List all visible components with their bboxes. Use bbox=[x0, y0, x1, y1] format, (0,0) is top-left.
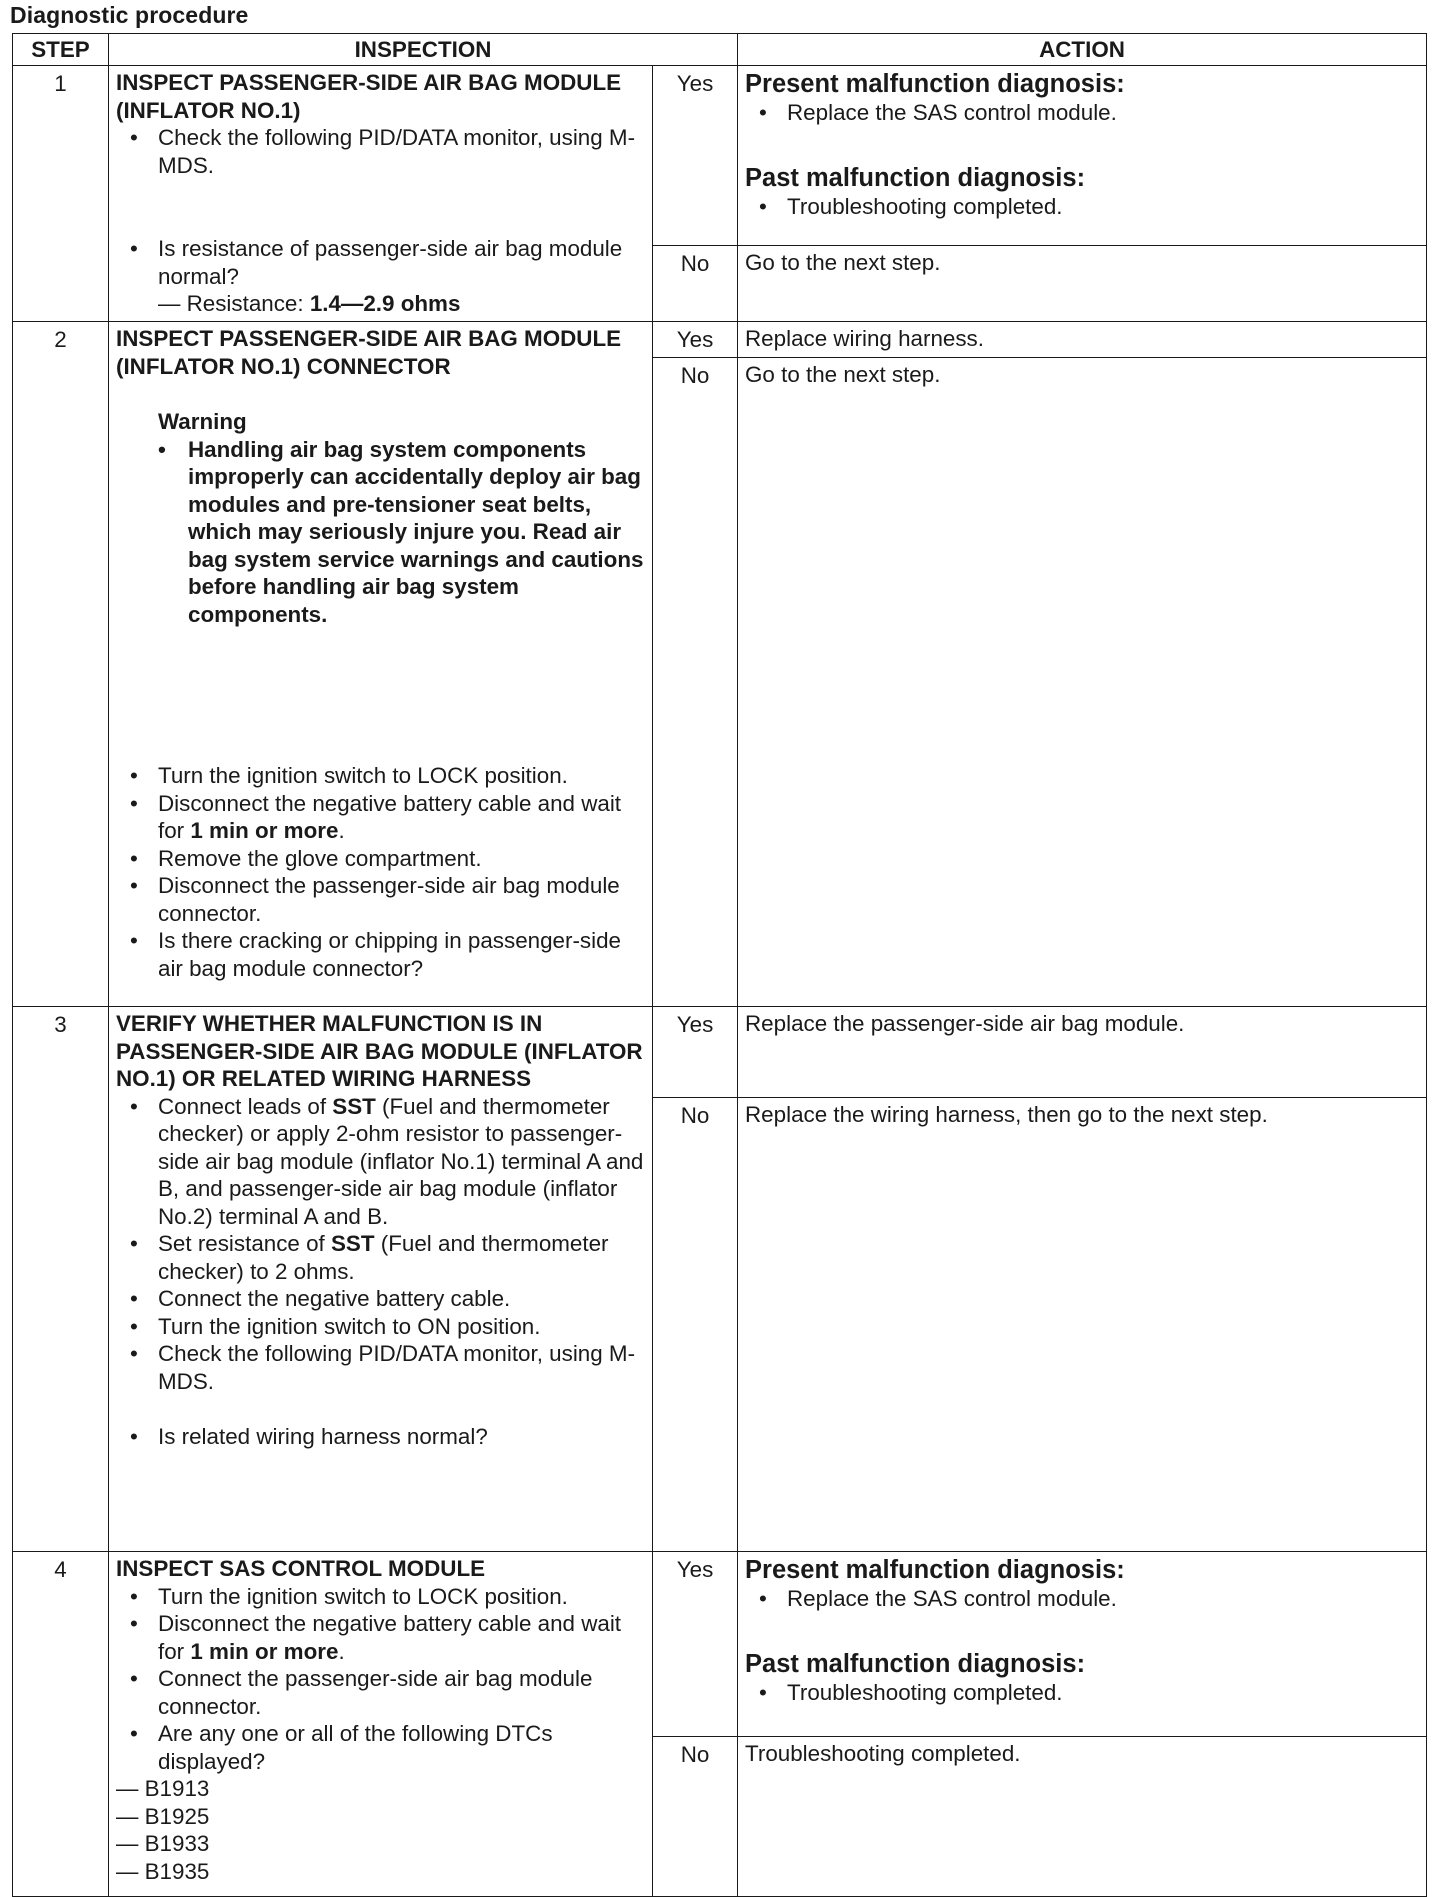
step-3-no-action: Replace the wiring harness, then go to the next step. bbox=[738, 1098, 1427, 1552]
bullet-list bbox=[116, 1583, 646, 1776]
spec-value: 1.4—2.9 ohms bbox=[309, 291, 461, 316]
text-bold: SST bbox=[331, 1231, 375, 1256]
text-bold: 1 min or more bbox=[190, 1638, 339, 1664]
list-item: • Turn the ignition switch to LOCK position. bbox=[130, 1583, 646, 1611]
past-diagnosis-heading: Past malfunction diagnosis: bbox=[745, 1649, 1086, 1678]
list-item: • Remove the glove compartment. bbox=[130, 845, 646, 873]
text: Disconnect the negative battery cable and wait for bbox=[158, 1611, 622, 1664]
text: . bbox=[338, 818, 345, 843]
list-item: • Is related wiring harness normal? bbox=[130, 1423, 646, 1451]
warning-block bbox=[116, 408, 646, 628]
bullet-list bbox=[116, 1423, 646, 1451]
list-item: • Check the following PID/DATA monitor, using M-MDS. bbox=[130, 1340, 646, 1395]
step-4-inspection bbox=[109, 1552, 653, 1897]
step-number: 1 bbox=[13, 66, 109, 322]
no-label: No bbox=[653, 1098, 738, 1552]
step-4-yes-action bbox=[738, 1552, 1427, 1737]
text-bold: 1 min or more bbox=[190, 818, 339, 843]
list-item: • Disconnect the passenger-side air bag module connector. bbox=[130, 872, 646, 927]
list-item: • Are any one or all of the following DTCs displayed? bbox=[130, 1720, 646, 1775]
bullet-list bbox=[116, 1093, 646, 1396]
bullet-list bbox=[745, 1585, 1420, 1613]
bullet-list bbox=[158, 436, 646, 629]
spec-prefix: — Resistance: bbox=[158, 291, 310, 316]
step-2-inspection bbox=[109, 322, 653, 1007]
list-item: • Connect the negative battery cable. bbox=[130, 1285, 646, 1313]
list-item: • Troubleshooting completed. bbox=[759, 193, 1420, 221]
bullet-list bbox=[116, 124, 646, 179]
yes-label: Yes bbox=[653, 66, 738, 246]
list-item bbox=[130, 1610, 646, 1665]
present-diagnosis-heading: Present malfunction diagnosis: bbox=[745, 1556, 1125, 1584]
list-item: • Is there cracking or chipping in passenger-side air bag module connector? bbox=[130, 927, 646, 982]
list-item: • Replace the SAS control module. bbox=[759, 99, 1420, 127]
step-heading: VERIFY WHETHER MALFUNCTION IS IN PASSENGER-SIDE AIR BAG MODULE (INFLATOR NO.1) OR RELATED WIRING HARNESS bbox=[116, 1011, 643, 1091]
list-item bbox=[130, 1230, 646, 1285]
diagnostic-procedure-table bbox=[12, 33, 1427, 1897]
step-2-no-action: Go to the next step. bbox=[738, 358, 1427, 1007]
step-4-no-action: Troubleshooting completed. bbox=[738, 1737, 1427, 1897]
step-3-yes-row bbox=[13, 1007, 1427, 1098]
dtc-item: — B1925 bbox=[116, 1803, 210, 1829]
header-step: STEP bbox=[13, 34, 109, 66]
list-item: • Turn the ignition switch to LOCK position. bbox=[130, 762, 646, 790]
text: (Fuel and thermometer checker) to 2 ohms. bbox=[158, 1231, 609, 1284]
header-action: ACTION bbox=[738, 34, 1427, 66]
yes-label: Yes bbox=[653, 322, 738, 358]
past-diagnosis-heading: Past malfunction diagnosis: bbox=[745, 163, 1086, 192]
text: Connect leads of bbox=[158, 1093, 333, 1119]
page-title: Diagnostic procedure bbox=[10, 2, 249, 28]
step-number: 2 bbox=[13, 322, 109, 1007]
dtc-item: — B1933 bbox=[116, 1831, 210, 1856]
warning-text: • Handling air bag system components improperly can accidentally deploy air bag modules and pre-tensioner seat belts, which may seriously injure you. Read air bag system service warnings and cautions before handling air bag system components. bbox=[158, 436, 646, 629]
warning-title: Warning bbox=[158, 409, 247, 434]
step-1-yes-row bbox=[13, 66, 1427, 246]
bullet-list bbox=[745, 193, 1420, 221]
bullet-list bbox=[745, 99, 1420, 127]
step-3-yes-action: Replace the passenger-side air bag module. bbox=[738, 1007, 1427, 1098]
text-bold: SST bbox=[332, 1093, 376, 1119]
present-diagnosis-heading: Present malfunction diagnosis: bbox=[745, 70, 1125, 98]
text: Set resistance of bbox=[158, 1231, 331, 1256]
list-item: • Check the following PID/DATA monitor, using M-MDS. bbox=[130, 124, 646, 179]
list-item: • Replace the SAS control module. bbox=[759, 1585, 1420, 1613]
step-heading: INSPECT PASSENGER-SIDE AIR BAG MODULE (INFLATOR NO.1) bbox=[116, 70, 622, 123]
text: . bbox=[338, 1638, 345, 1664]
list-item: • Troubleshooting completed. bbox=[759, 1679, 1420, 1707]
text: (Fuel and thermometer checker) or apply 2-ohm resistor to passenger-side air bag module (inflator No.1) terminal A and B, and passenger-side air bag module (inflator No.2) terminal A and B. bbox=[158, 1093, 644, 1229]
bullet-list bbox=[745, 1679, 1420, 1707]
list-item bbox=[130, 790, 646, 845]
step-2-yes-row bbox=[13, 322, 1427, 358]
step-heading: INSPECT PASSENGER-SIDE AIR BAG MODULE (INFLATOR NO.1) CONNECTOR bbox=[116, 326, 622, 379]
no-label: No bbox=[653, 1737, 738, 1897]
no-label: No bbox=[653, 358, 738, 1007]
step-2-yes-action: Replace wiring harness. bbox=[738, 322, 1427, 358]
step-3-inspection bbox=[109, 1007, 653, 1552]
step-heading: INSPECT SAS CONTROL MODULE bbox=[116, 1556, 486, 1581]
list-item: • Connect the passenger-side air bag module connector. bbox=[130, 1665, 646, 1720]
resistance-spec bbox=[116, 290, 646, 318]
step-4-yes-row bbox=[13, 1552, 1427, 1737]
header-inspection: INSPECTION bbox=[109, 34, 738, 66]
step-1-inspection bbox=[109, 66, 653, 322]
yes-label: Yes bbox=[653, 1552, 738, 1737]
step-1-yes-action bbox=[738, 66, 1427, 246]
step-1-no-action: Go to the next step. bbox=[738, 246, 1427, 322]
dtc-list bbox=[116, 1775, 646, 1885]
bullet-list bbox=[116, 762, 646, 982]
step-number: 3 bbox=[13, 1007, 109, 1552]
no-label: No bbox=[653, 246, 738, 322]
dtc-item: — B1913 bbox=[116, 1776, 210, 1801]
list-item bbox=[130, 1093, 646, 1231]
list-item: • Is resistance of passenger-side air bag module normal? bbox=[130, 235, 646, 290]
table-header-row bbox=[13, 34, 1427, 66]
step-number: 4 bbox=[13, 1552, 109, 1897]
text: Disconnect the negative battery cable and wait for bbox=[158, 790, 622, 843]
dtc-item: — B1935 bbox=[116, 1858, 210, 1884]
list-item: • Turn the ignition switch to ON position. bbox=[130, 1313, 646, 1341]
bullet-list bbox=[116, 235, 646, 290]
yes-label: Yes bbox=[653, 1007, 738, 1098]
